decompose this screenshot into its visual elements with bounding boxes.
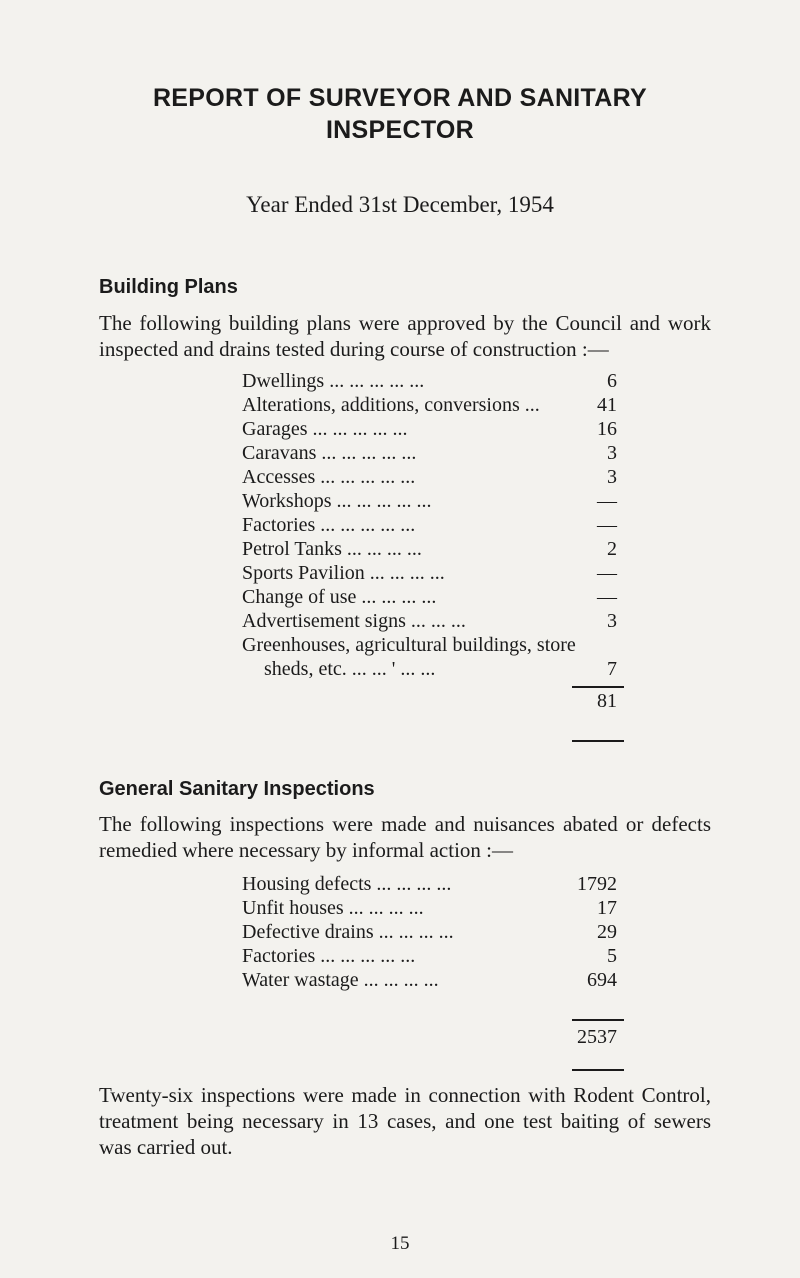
item-label: Change of use ... ... ... ... — [242, 586, 437, 608]
general-sanitary-heading: General Sanitary Inspections — [99, 778, 375, 800]
total-rule — [572, 1069, 624, 1071]
item-value: — — [597, 562, 617, 584]
rodent-control-paragraph: Twenty-six inspections were made in connection with Rodent Control, treatment being necessary in 13 cases, and one test baiting of sewers was carried out. — [99, 1083, 711, 1159]
general-sanitary-intro: The following inspections were made and nuisances abated or defects remedied where necessary by informal action :— — [99, 812, 711, 862]
building-plans-heading: Building Plans — [99, 276, 238, 298]
item-label: Accesses ... ... ... ... ... — [242, 466, 416, 488]
report-subtitle: Year Ended 31st December, 1954 — [246, 192, 554, 217]
item-label: Unfit houses ... ... ... ... — [242, 897, 424, 919]
general-sanitary-total: 2537 — [577, 1026, 617, 1048]
item-label: Water wastage ... ... ... ... — [242, 969, 439, 991]
item-value: 3 — [607, 442, 617, 464]
item-label: Alterations, additions, conversions ... — [242, 394, 540, 416]
item-label: Defective drains ... ... ... ... — [242, 921, 454, 943]
item-label: Garages ... ... ... ... ... — [242, 418, 408, 440]
item-label: Sports Pavilion ... ... ... ... — [242, 562, 445, 584]
subtotal-rule — [572, 1019, 624, 1021]
item-value: 16 — [597, 418, 617, 440]
page-number: 15 — [390, 1233, 410, 1254]
item-label: Petrol Tanks ... ... ... ... — [242, 538, 422, 560]
item-value: — — [597, 586, 617, 608]
item-value: 694 — [587, 969, 617, 991]
item-label: Dwellings ... ... ... ... ... — [242, 370, 425, 392]
item-value: 5 — [607, 945, 617, 967]
report-title-line-2: INSPECTOR — [325, 116, 475, 144]
item-label: Factories ... ... ... ... ... — [242, 514, 416, 536]
subtotal-rule — [572, 686, 624, 688]
report-title-line-1: REPORT OF SURVEYOR AND SANITARY — [152, 84, 648, 112]
item-label: sheds, etc. ... ... ' ... ... — [264, 658, 436, 680]
item-label: Caravans ... ... ... ... ... — [242, 442, 417, 464]
item-value: 1792 — [577, 873, 617, 895]
item-label: Advertisement signs ... ... ... — [242, 610, 466, 632]
item-label: Housing defects ... ... ... ... — [242, 873, 452, 895]
building-plans-intro: The following building plans were approved by the Council and work inspected and drains tested during course of construction :— — [99, 311, 711, 361]
item-value: — — [597, 514, 617, 536]
item-value: — — [597, 490, 617, 512]
building-plans-total: 81 — [597, 690, 617, 712]
item-value: 2 — [607, 538, 617, 560]
item-value: 3 — [607, 610, 617, 632]
item-value: 6 — [607, 370, 617, 392]
item-label: Greenhouses, agricultural buildings, store — [242, 634, 576, 656]
item-value: 41 — [597, 394, 617, 416]
item-label: Workshops ... ... ... ... ... — [242, 490, 432, 512]
total-rule — [572, 740, 624, 742]
item-value: 29 — [597, 921, 617, 943]
item-value: 17 — [597, 897, 617, 919]
item-value: 7 — [607, 658, 617, 680]
item-value: 3 — [607, 466, 617, 488]
item-label: Factories ... ... ... ... ... — [242, 945, 416, 967]
